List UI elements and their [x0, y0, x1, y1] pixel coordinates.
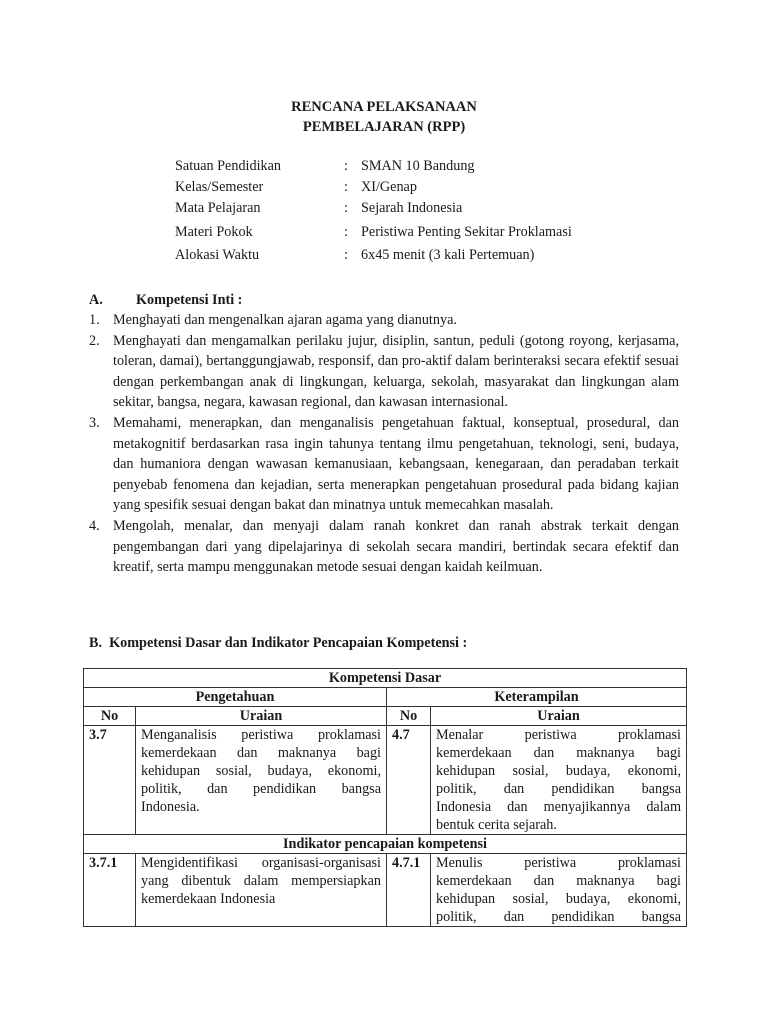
- list-item: [89, 310, 679, 331]
- section-b-heading: B. Kompetensi Dasar dan Indikator Pencapaian Kompetensi :: [89, 635, 468, 651]
- document-title-line-1: RENCANA PELAKSANAAN: [291, 99, 477, 115]
- text-line: Indonesia dan menyajikannya dalam: [436, 799, 681, 815]
- table-col-uraian: Uraian: [431, 707, 687, 726]
- list-number: 1.: [89, 312, 100, 328]
- text-line: Menulis peristiwa proklamasi: [436, 855, 681, 871]
- indicator-number: 3.7.1: [84, 854, 136, 927]
- section-letter: A.: [89, 292, 103, 308]
- table-row: [84, 854, 687, 927]
- identity-row: [175, 242, 675, 265]
- identity-label: Satuan Pendidikan: [175, 158, 281, 174]
- indicator-description: [431, 854, 687, 927]
- identity-value: XI/Genap: [361, 179, 417, 195]
- text-line: bentuk cerita sejarah.: [436, 817, 557, 833]
- identity-row: [175, 177, 675, 198]
- list-text: Memahami, menerapkan, dan menganalisis pengetahuan faktual, konseptual, prosedural, dan metakognitif berdasarkan rasa ingin tahunya tentang ilmu pengetahuan, teknologi, seni, budaya, dan humaniora dengan wawasan kemanusiaan, kebangsaan, kenegaraan, dan peradaban terkait penyebab fenomena dan kejadian, serta menerapkan pengetahuan prosedural pada bidang kajian yang spesifik sesuai dengan bakat dan minatnya untuk memecahkan masalah.: [113, 414, 679, 514]
- table-row: [84, 726, 687, 835]
- kd-description: [136, 726, 387, 835]
- identity-row: [175, 219, 675, 242]
- identity-colon: :: [344, 247, 348, 263]
- list-text: Menghayati dan mengenalkan ajaran agama yang dianutnya.: [113, 312, 457, 328]
- identity-label: Alokasi Waktu: [175, 247, 260, 263]
- identity-colon: :: [344, 200, 348, 216]
- identity-row: [175, 198, 675, 219]
- text-line: Menalar peristiwa proklamasi: [436, 727, 681, 743]
- identity-colon: :: [344, 179, 348, 195]
- text-line: kemerdekaan dan maknanya bagi: [141, 745, 381, 761]
- indicator-number: 4.7.1: [387, 854, 431, 927]
- kd-description: [431, 726, 687, 835]
- text-line: kemerdekaan Indonesia: [141, 891, 276, 907]
- text-line: kehidupan sosial, budaya, ekonomi,: [436, 891, 681, 907]
- indicator-description: [136, 854, 387, 927]
- list-text: Mengolah, menalar, dan menyaji dalam ranah konkret dan ranah abstrak terkait dengan pengembangan dari yang dipelajarinya di sekolah secara mandiri, bertindak secara efektif dan kreatif, serta mampu menggunakan metode sesuai dengan kaidah keilmuan.: [113, 517, 679, 576]
- table-header-keterampilan: Keterampilan: [387, 688, 687, 707]
- section-title: Kompetensi Inti :: [136, 292, 243, 308]
- table-header-kompetensi-dasar: Kompetensi Dasar: [84, 669, 687, 688]
- text-line: kehidupan sosial, budaya, ekonomi,: [141, 763, 381, 779]
- kompetensi-inti-list: [89, 310, 679, 578]
- text-line: kemerdekaan dan maknanya bagi: [436, 745, 681, 761]
- text-line: Mengidentifikasi organisasi-organisasi: [141, 855, 381, 871]
- identity-block: [175, 156, 675, 265]
- section-a-heading: [89, 290, 242, 310]
- identity-label: Mata Pelajaran: [175, 200, 261, 216]
- identity-value: 6x45 menit (3 kali Pertemuan): [361, 247, 535, 263]
- list-number: 2.: [89, 332, 100, 349]
- list-item: [89, 331, 679, 413]
- text-line: yang dibentuk dalam mempersiapkan: [141, 873, 381, 889]
- identity-value: SMAN 10 Bandung: [361, 158, 475, 174]
- list-item: [89, 516, 679, 578]
- identity-value: Sejarah Indonesia: [361, 200, 463, 216]
- list-number: 3.: [89, 414, 100, 431]
- table-header-pengetahuan: Pengetahuan: [84, 688, 387, 707]
- text-line: kehidupan sosial, budaya, ekonomi,: [436, 763, 681, 779]
- table-col-no: No: [84, 707, 136, 726]
- table-col-uraian: Uraian: [136, 707, 387, 726]
- kompetensi-dasar-table: [83, 668, 687, 927]
- kd-number: 3.7: [84, 726, 136, 835]
- text-line: Indonesia.: [141, 799, 200, 815]
- list-text: Menghayati dan mengamalkan perilaku jujur, disiplin, santun, peduli (gotong royong, kerjasama, toleran, damai), bertanggungjawab, responsif, dan pro-aktif dalam berinteraksi secara efektif sesuai dengan perkembangan anak di lingkungan, keluarga, sekolah, masyarakat dan lingkungan alam sekitar, bangsa, negara, kawasan regional, dan kawasan internasional.: [113, 332, 679, 411]
- table-col-no: No: [387, 707, 431, 726]
- identity-colon: :: [344, 224, 348, 240]
- text-line: kemerdekaan dan maknanya bagi: [436, 873, 681, 889]
- identity-label: Materi Pokok: [175, 224, 253, 240]
- identity-row: [175, 156, 675, 177]
- identity-value: Peristiwa Penting Sekitar Proklamasi: [361, 224, 572, 240]
- identity-label: Kelas/Semester: [175, 179, 264, 195]
- text-line: politik, dan pendidikan bangsa: [436, 781, 681, 797]
- text-line: politik, dan pendidikan bangsa: [141, 781, 381, 797]
- identity-colon: :: [344, 158, 348, 174]
- list-number: 4.: [89, 517, 100, 534]
- text-line: Menganalisis peristiwa proklamasi: [141, 727, 381, 743]
- document-title-line-2: PEMBELAJARAN (RPP): [302, 119, 466, 135]
- kd-number: 4.7: [387, 726, 431, 835]
- text-line: politik, dan pendidikan bangsa: [436, 909, 681, 925]
- table-header-indikator: Indikator pencapaian kompetensi: [84, 835, 687, 854]
- list-item: [89, 413, 679, 516]
